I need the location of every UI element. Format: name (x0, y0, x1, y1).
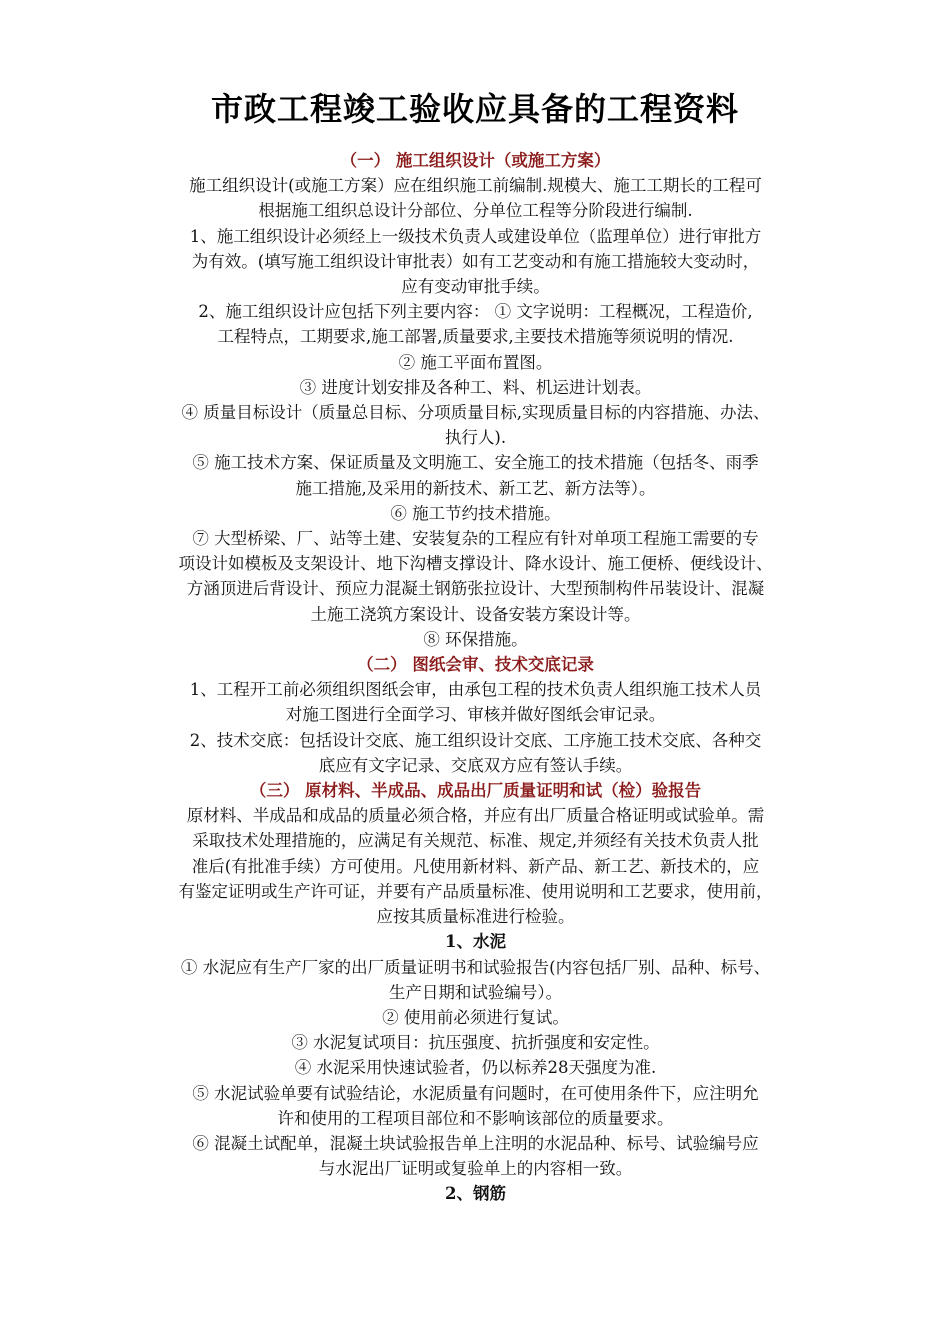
paragraph-line: 方涵顶进后背设计、预应力混凝土钢筋张拉设计、大型预制构件吊装设计、混凝 (186, 579, 765, 599)
paragraph-line: ⑥ 施工节约技术措施。 (390, 503, 561, 523)
paragraph-line: 根据施工组织总设计分部位、分单位工程等分阶段进行编制. (258, 201, 693, 221)
document-title: 市政工程竣工验收应具备的工程资料 (210, 90, 739, 128)
paragraph-line: ② 使用前必须进行复试。 (382, 1007, 569, 1027)
paragraph-line: 应有变动审批手续。 (401, 277, 550, 297)
paragraph-line: 原材料、半成品和成品的质量必须合格，并应有出厂质量合格证明或试验单。需 (186, 806, 765, 826)
paragraph-line: 2、技术交底：包括设计交底、施工组织设计交底、工序施工技术交底、各种交 (189, 730, 762, 750)
paragraph-line: ③ 水泥复试项目：抗压强度、抗折强度和安定性。 (291, 1033, 660, 1053)
paragraph-line: 土施工浇筑方案设计、设备安装方案设计等。 (310, 604, 641, 624)
paragraph-line: 施工组织设计(或施工方案）应在组织施工前编制.规模大、施工工期长的工程可 (189, 176, 762, 196)
paragraph-line: 底应有文字记录、交底双方应有签认手续。 (318, 755, 633, 775)
section-heading-2: （二） 图纸会审、技术交底记录 (357, 655, 594, 675)
paragraph-line: 许和使用的工程项目部位和不影响该部位的质量要求。 (277, 1108, 674, 1128)
paragraph-line: 与水泥出厂证明或复验单上的内容相一致。 (318, 1159, 633, 1179)
paragraph-line: ③ 进度计划安排及各种工、料、机运进计划表。 (299, 377, 652, 397)
subsection-heading-rebar: 2、钢筋 (445, 1184, 506, 1204)
paragraph-line: 采取技术处理措施的，应满足有关规范、标准、规定,并须经有关技术负责人批 (192, 831, 759, 851)
paragraph-line: 应按其质量标准进行检验。 (376, 907, 575, 927)
paragraph-line: ④ 水泥采用快速试验者，仍以标养28天强度为准. (294, 1058, 657, 1078)
paragraph-line: ⑤ 施工技术方案、保证质量及文明施工、安全施工的技术措施（包括冬、雨季 (192, 453, 759, 473)
section-heading-1: （一） 施工组织设计（或施工方案） (340, 151, 611, 170)
paragraph-line: 2、施工组织设计应包括下列主要内容： ① 文字说明：工程概况，工程造价, (198, 302, 753, 322)
paragraph-line: 对施工图进行全面学习、审核并做好图纸会审记录。 (285, 705, 666, 725)
paragraph-line: 生产日期和试验编号）。 (388, 982, 563, 1002)
paragraph-line: 为有效。(填写施工组织设计审批表）如有工艺变动和有施工措施较大变动时， (191, 251, 760, 271)
paragraph-line: ① 水泥应有生产厂家的出厂质量证明书和试验报告(内容包括厂别、品种、标号、 (180, 957, 771, 977)
paragraph-line: ⑥ 混凝土试配单，混凝土块试验报告单上注明的水泥品种、标号、试验编号应 (192, 1133, 759, 1153)
section-heading-3: （三） 原材料、半成品、成品出厂质量证明和试（检）验报告 (249, 781, 702, 801)
paragraph-line: 项设计如模板及支架设计、地下沟槽支撑设计、降水设计、施工便桥、便线设计、 (178, 554, 773, 574)
paragraph-line: 1、施工组织设计必须经上一级技术负责人或建设单位（监理单位）进行审批方 (189, 226, 762, 246)
document-body (143, 148, 808, 1207)
paragraph-line: 准后(有批准手续）方可使用。凡使用新材料、新产品、新工艺、新技术的，应 (191, 856, 760, 876)
subsection-heading-cement: 1、水泥 (445, 932, 506, 952)
paragraph-line: ⑤ 水泥试验单要有试验结论，水泥质量有问题时，在可使用条件下，应注明允 (192, 1083, 759, 1103)
paragraph-line: 有鉴定证明或生产许可证，并要有产品质量标准、使用说明和工艺要求，使用前， (178, 881, 773, 901)
paragraph-line: ② 施工平面布置图。 (398, 352, 553, 372)
paragraph-line: 1、工程开工前必须组织图纸会审，由承包工程的技术负责人组织施工技术人员 (189, 680, 762, 700)
paragraph-line: ⑦ 大型桥梁、厂、站等土建、安装复杂的工程应有针对单项工程施工需要的专 (192, 529, 759, 549)
paragraph-line: 执行人). (444, 428, 507, 448)
paragraph-line: 施工措施,及采用的新技术、新工艺、新方法等）。 (295, 478, 656, 498)
paragraph-line: ⑧ 环保措施。 (423, 629, 528, 649)
paragraph-line: 工程特点，工期要求,施工部署,质量要求,主要技术措施等须说明的情况. (217, 327, 734, 347)
paragraph-line: ④ 质量目标设计（质量总目标、分项质量目标,实现质量目标的内容措施、办法、 (181, 403, 770, 423)
